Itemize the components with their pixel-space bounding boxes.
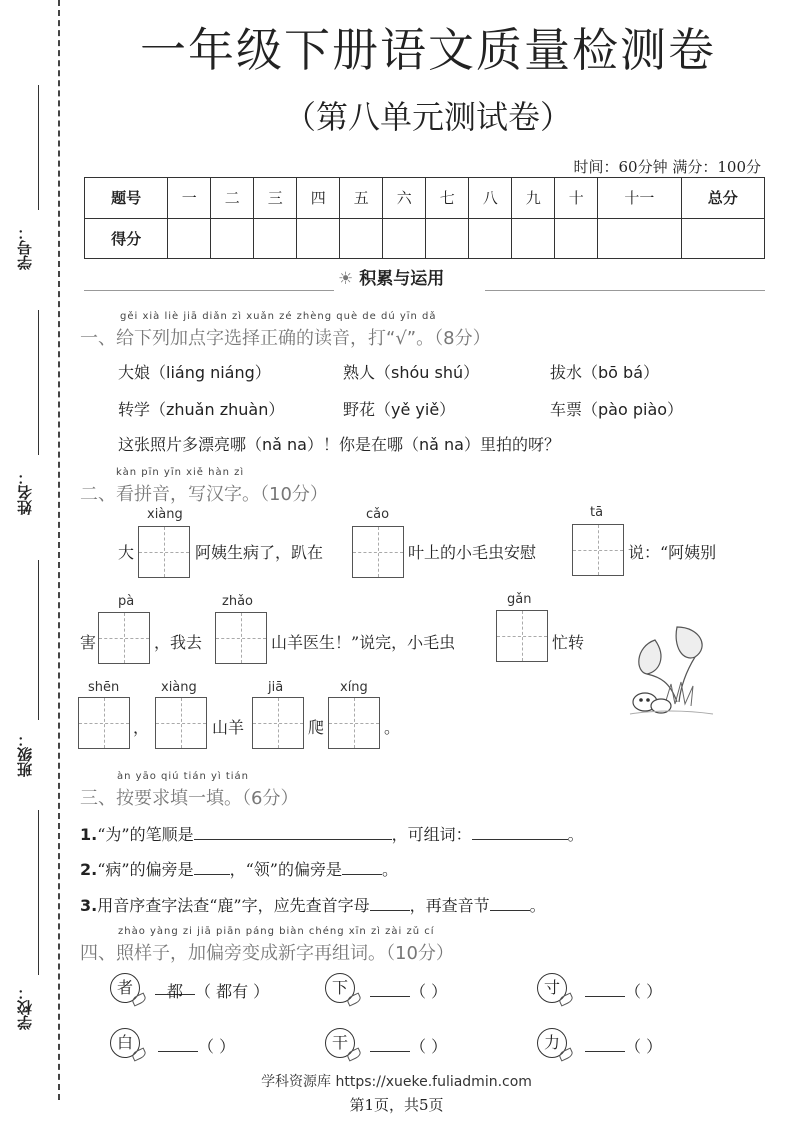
answer-blank[interactable] [370, 1036, 410, 1052]
q3-item-text: “病”的偏旁是 [97, 860, 194, 879]
q3-item-number: 3. [80, 896, 98, 915]
q2-text: 爬 [308, 718, 325, 737]
q2-text: ， [133, 718, 150, 737]
class-field[interactable] [14, 560, 44, 780]
grid-pinyin: cǎo [366, 507, 390, 522]
radical-circle: 干 [325, 1028, 355, 1058]
score-cell[interactable] [426, 218, 469, 259]
grid-pinyin: zhǎo [222, 594, 253, 609]
q1-sentence[interactable]: 这张照片多漂亮哪（nǎ na）！你是在哪（nǎ na）里拍的呀？ [118, 435, 560, 454]
answer-blank[interactable] [194, 824, 392, 840]
answer-blank[interactable] [472, 824, 568, 840]
q4-answer [155, 979, 269, 1002]
grid-pinyin: xíng [340, 680, 368, 695]
grid-pinyin: shēn [88, 680, 120, 695]
school-field[interactable] [14, 810, 44, 1030]
answer-blank[interactable]: 都 [155, 979, 195, 995]
sun-icon: ☀ [338, 269, 354, 289]
q3-item-text: 用音序查字法查“鹿”字，应先查首字母 [97, 896, 370, 915]
answer-blank[interactable] [370, 981, 410, 997]
radical-circle: 白 [110, 1028, 140, 1058]
score-cell[interactable] [211, 218, 254, 259]
page-title: 一年级下册语文质量检测卷 [140, 23, 716, 77]
q2-text: 说：“阿姨别 [628, 543, 717, 562]
q2-pinyin: kàn pīn yīn xiě hàn zì [116, 467, 245, 478]
student-id-field[interactable] [14, 85, 44, 275]
writing-grid[interactable] [78, 697, 130, 749]
q1-item[interactable]: 转学（zhuǎn zhuàn） [118, 400, 285, 419]
q1-title: 一、给下列加点字选择正确的读音，打“√”。（8分） [80, 328, 491, 349]
score-cell[interactable] [383, 218, 426, 259]
score-cell[interactable] [598, 218, 681, 259]
q2-text: 山羊医生！”说完，小毛虫 [271, 633, 456, 652]
q3-item-number: 2. [80, 860, 98, 879]
grid-pinyin: pà [118, 594, 135, 609]
score-header-cell: 五 [340, 178, 383, 219]
banner-divider-right [485, 290, 765, 291]
word-blank[interactable]: （ 都有 ） [195, 982, 270, 1001]
q4-pinyin: zhào yàng zi jiā piān páng biàn chéng xīn zì zài zǔ cí [118, 926, 435, 937]
q2-text: 大 [118, 543, 135, 562]
score-header-cell: 二 [211, 178, 254, 219]
q3-item-text: ，再查音节 [409, 896, 490, 915]
q3-item-text: 。 [381, 860, 398, 879]
q2-text: 山羊 [212, 718, 245, 737]
q3-item-text: ，“领”的偏旁是 [229, 860, 342, 879]
class-label: 班级： [16, 732, 34, 777]
score-header-cell: 总分 [681, 178, 764, 219]
q1-item[interactable]: 大娘（liáng niáng） [118, 363, 271, 382]
word-blank[interactable]: （ ） [625, 982, 663, 1001]
binding-margin [0, 0, 70, 1122]
word-blank[interactable]: （ ） [410, 982, 448, 1001]
answer-blank[interactable] [585, 981, 625, 997]
q3-item [80, 857, 398, 880]
word-blank[interactable]: （ ） [625, 1037, 663, 1056]
answer-blank[interactable] [194, 859, 230, 875]
q1-item[interactable]: 车票（pào piào） [550, 400, 684, 419]
q3-item [80, 893, 546, 916]
school-blank[interactable] [38, 810, 39, 975]
q1-item[interactable]: 熟人（shóu shú） [343, 363, 480, 382]
q3-item-text: ，可组词： [391, 825, 472, 844]
q1-item[interactable]: 野花（yě yiě） [343, 400, 456, 419]
score-table [84, 177, 765, 259]
q2-text: 叶上的小毛虫安慰 [408, 543, 537, 562]
score-header-cell: 七 [426, 178, 469, 219]
score-header-cell: 十一 [598, 178, 681, 219]
score-cell[interactable] [254, 218, 297, 259]
writing-grid[interactable] [138, 526, 190, 578]
binding-dash-line [58, 0, 60, 1100]
writing-grid[interactable] [155, 697, 207, 749]
q3-pinyin: àn yāo qiú tián yì tián [117, 771, 250, 782]
radical-circle: 下 [325, 973, 355, 1003]
name-blank[interactable] [38, 310, 39, 455]
writing-grid[interactable] [98, 612, 150, 664]
q2-title: 二、看拼音，写汉字。（10分） [80, 484, 328, 505]
score-header-cell: 九 [512, 178, 555, 219]
banner-divider-left [84, 290, 334, 291]
q3-item-text: 。 [529, 896, 546, 915]
school-label: 学校： [16, 985, 34, 1030]
q2-text: 。 [384, 718, 401, 737]
score-cell[interactable] [555, 218, 598, 259]
class-blank[interactable] [38, 560, 39, 720]
score-header-cell: 四 [297, 178, 340, 219]
q2-text: 阿姨生病了，趴在 [195, 543, 324, 562]
score-header-cell: 六 [383, 178, 426, 219]
score-table-header-row [85, 178, 765, 219]
exam-meta: 时间：60分钟 满分：100分 [573, 158, 761, 176]
writing-grid[interactable] [215, 612, 267, 664]
radical-circle: 力 [537, 1028, 567, 1058]
answer-blank[interactable] [342, 859, 382, 875]
student-id-blank[interactable] [38, 85, 39, 210]
student-id-label: 学号： [16, 225, 34, 270]
q4-answer [158, 1034, 235, 1057]
radical-circle: 寸 [537, 973, 567, 1003]
name-field[interactable] [14, 310, 44, 520]
page-subtitle: （第八单元测试卷） [283, 98, 572, 136]
score-header-cell: 三 [254, 178, 297, 219]
score-header-cell: 八 [469, 178, 512, 219]
section-banner [338, 264, 444, 289]
writing-grid[interactable] [328, 697, 380, 749]
score-cell[interactable] [681, 218, 764, 259]
score-cell[interactable] [512, 218, 555, 259]
q2-text: 忙转 [552, 633, 585, 652]
writing-grid[interactable] [572, 524, 624, 576]
q3-item [80, 822, 584, 845]
q4-title: 四、照样子，加偏旁变成新字再组词。（10分） [80, 943, 454, 964]
q3-title: 三、按要求填一填。（6分） [80, 788, 299, 809]
score-cell[interactable] [297, 218, 340, 259]
score-row-label: 得分 [85, 218, 168, 259]
word-blank[interactable]: （ ） [198, 1037, 236, 1056]
score-cell[interactable] [469, 218, 512, 259]
grid-pinyin: tā [590, 505, 604, 520]
q1-pinyin: gěi xià liè jiā diǎn zì xuǎn zé zhèng què de dú yīn dǎ [120, 311, 437, 322]
q4-answer [370, 1034, 447, 1057]
q1-item[interactable]: 拔水（bō bá） [550, 363, 659, 382]
writing-grid[interactable] [352, 526, 404, 578]
name-label: 姓名： [16, 470, 34, 515]
q4-answer [585, 1034, 662, 1057]
word-blank[interactable]: （ ） [410, 1037, 448, 1056]
score-table-score-row [85, 218, 765, 259]
writing-grid[interactable] [252, 697, 304, 749]
q4-answer [370, 979, 447, 1002]
writing-grid[interactable] [496, 610, 548, 662]
q3-item-number: 1. [80, 825, 98, 844]
score-cell[interactable] [340, 218, 383, 259]
answer-blank[interactable] [158, 1036, 198, 1052]
score-header-cell: 题号 [85, 178, 168, 219]
q3-item-text: 。 [567, 825, 584, 844]
watermark-text: 学科资源库 https://xueke.fuliadmin.com [261, 1074, 532, 1090]
score-cell[interactable] [168, 218, 211, 259]
answer-blank[interactable] [585, 1036, 625, 1052]
q2-text: ，我去 [154, 633, 203, 652]
grid-pinyin: xiàng [147, 507, 183, 522]
grid-pinyin: jiā [268, 680, 284, 695]
section-banner-text: 积累与运用 [359, 269, 445, 289]
score-header-cell: 一 [168, 178, 211, 219]
answer-blank[interactable] [490, 895, 530, 911]
answer-blank[interactable] [370, 895, 410, 911]
score-header-cell: 十 [555, 178, 598, 219]
grid-pinyin: xiàng [161, 680, 197, 695]
page-number: 第1页，共5页 [349, 1096, 444, 1114]
leaf-caterpillar-illustration [625, 622, 717, 718]
q4-answer [585, 979, 662, 1002]
grid-pinyin: gǎn [507, 592, 532, 607]
q3-item-text: “为”的笔顺是 [97, 825, 194, 844]
radical-circle: 者 [110, 973, 140, 1003]
q2-text: 害 [80, 633, 97, 652]
